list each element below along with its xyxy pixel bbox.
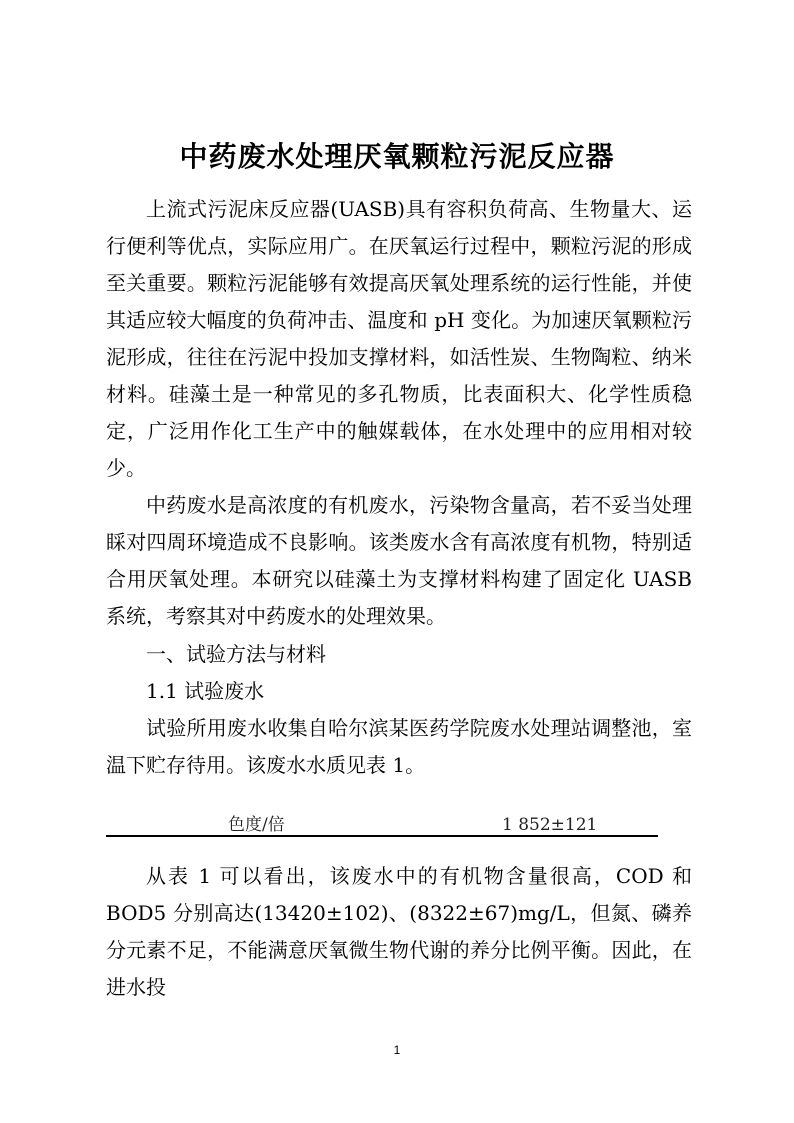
paragraph-wastewater-description: 中药废水是高浓度的有机废水，污染物含量高，若不妥当处理睬对四周环境造成不良影响。该类废水含有高浓度有机物，特别适合用厌氧处理。本研究以硅藻土为支撑材料构建了固定化 UASB 系统，考察其对中药废水的处理效果。 [106,493,692,628]
paragraph-uasb-intro: 上流式污泥床反应器(UASB)具有容积负荷高、生物量大、运行便利等优点，实际应用广。在厌氧运行过程中，颗粒污泥的形成至关重要。颗粒污泥能够有效提高厌氧处理系统的运行性能，并使其适应较大幅度的负荷冲击、温度和 pH 变化。为加速厌氧颗粒污泥形成，往往在污泥中投加支撑材料，如活性炭、生物陶粒、纳米材料。硅藻土是一种常见的多孔物质，比表面积大、化学性质稳定，广泛用作化工生产中的触媒载体，在水处理中的应用相对较少。 [106,197,692,480]
document-title: 中药废水处理厌氧颗粒污泥反应器 [179,140,615,173]
paragraph-table-analysis: 从表 1 可以看出，该废水中的有机物含量很高，COD 和 BOD5 分别高达(13420±102)、(8322±67)mg/L，但氮、磷养分元素不足，不能满意厌氧微生物代谢的养分比例平衡。因此，在进水投 [106,864,692,999]
section-heading-methods: 一、试验方法与材料 [146,642,326,666]
page-number: 1 [393,1043,401,1057]
paragraph-wastewater-source: 试验所用废水收集自哈尔滨某医药学院废水处理站调整池，室温下贮存待用。该废水水质见表 1。 [106,716,692,777]
table-cell-chroma-value: 1 852±121 [502,815,598,835]
table-cell-chroma-label: 色度/倍 [228,815,285,835]
table-fragment [106,812,658,836]
table-bottom-rule [106,835,658,837]
subsection-heading-wastewater: 1.1 试验废水 [146,679,265,703]
